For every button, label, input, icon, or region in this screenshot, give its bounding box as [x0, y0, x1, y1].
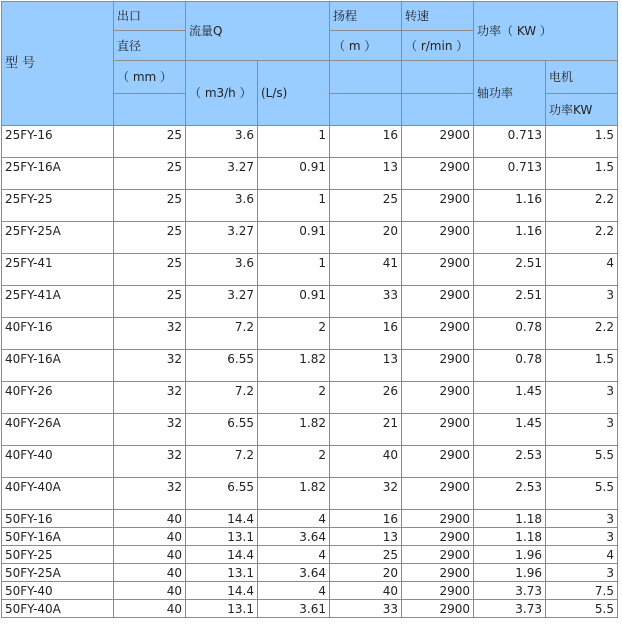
- flow-unit-ls: (L/s): [258, 61, 330, 126]
- motor-power-cell: 2.2: [546, 318, 618, 350]
- speed-cell: 2900: [402, 350, 474, 382]
- model-cell: 50FY-40A: [2, 600, 114, 618]
- head-header-spacer: [330, 94, 402, 126]
- table-body: [2, 126, 618, 618]
- table-row: [2, 510, 618, 528]
- shaft-power-cell: 1.96: [474, 564, 546, 582]
- flow-m3h-cell: 7.2: [186, 318, 258, 350]
- flow-ls-cell: 3.64: [258, 564, 330, 582]
- speed-unit: （ r/min ）: [402, 31, 474, 61]
- model-cell: 50FY-25A: [2, 564, 114, 582]
- diameter-cell: 25: [114, 286, 186, 318]
- head-cell: 25: [330, 546, 402, 564]
- flow-ls-cell: 3.64: [258, 528, 330, 546]
- model-cell: 25FY-25A: [2, 222, 114, 254]
- flow-ls-cell: 0.91: [258, 286, 330, 318]
- diameter-cell: 25: [114, 254, 186, 286]
- speed-header-spacer: [402, 94, 474, 126]
- model-cell: 40FY-16: [2, 318, 114, 350]
- flow-m3h-cell: 13.1: [186, 600, 258, 618]
- table-row: [2, 600, 618, 618]
- pump-spec-table: [1, 1, 618, 618]
- head-cell: 41: [330, 254, 402, 286]
- diameter-cell: 32: [114, 350, 186, 382]
- model-cell: 40FY-16A: [2, 350, 114, 382]
- table-row: [2, 478, 618, 510]
- motor-power-cell: 3: [546, 414, 618, 446]
- flow-unit-m3h: （ m3/h ）: [186, 61, 258, 126]
- diameter-cell: 32: [114, 478, 186, 510]
- shaft-power-cell: 2.51: [474, 286, 546, 318]
- flow-ls-cell: 0.91: [258, 158, 330, 190]
- speed-cell: 2900: [402, 126, 474, 158]
- head-cell: 21: [330, 414, 402, 446]
- diameter-cell: 25: [114, 190, 186, 222]
- motor-power-cell: 3: [546, 286, 618, 318]
- motor-power-cell: 7.5: [546, 582, 618, 600]
- speed-cell: 2900: [402, 318, 474, 350]
- motor-header-line2: 功率KW: [546, 94, 618, 126]
- model-cell: 25FY-16: [2, 126, 114, 158]
- table-row: [2, 350, 618, 382]
- outlet-unit: （ mm ）: [114, 61, 186, 94]
- motor-power-cell: 1.5: [546, 126, 618, 158]
- model-cell: 50FY-16A: [2, 528, 114, 546]
- flow-m3h-cell: 14.4: [186, 510, 258, 528]
- diameter-cell: 40: [114, 546, 186, 564]
- flow-ls-cell: 2: [258, 382, 330, 414]
- shaft-power-cell: 1.96: [474, 546, 546, 564]
- motor-power-cell: 2.2: [546, 222, 618, 254]
- table-row: [2, 564, 618, 582]
- shaft-power-cell: 1.18: [474, 528, 546, 546]
- shaft-power-cell: 2.53: [474, 478, 546, 510]
- speed-cell: 2900: [402, 158, 474, 190]
- head-cell: 33: [330, 600, 402, 618]
- speed-cell: 2900: [402, 478, 474, 510]
- speed-cell: 2900: [402, 546, 474, 564]
- flow-m3h-cell: 14.4: [186, 582, 258, 600]
- table-row: [2, 222, 618, 254]
- flow-ls-cell: 2: [258, 318, 330, 350]
- speed-unit-spacer: [402, 61, 474, 94]
- flow-m3h-cell: 7.2: [186, 446, 258, 478]
- shaft-power-cell: 1.18: [474, 510, 546, 528]
- flow-m3h-cell: 3.6: [186, 254, 258, 286]
- model-cell: 25FY-41: [2, 254, 114, 286]
- motor-power-cell: 4: [546, 546, 618, 564]
- model-cell: 25FY-16A: [2, 158, 114, 190]
- model-cell: 40FY-26: [2, 382, 114, 414]
- table-row: [2, 126, 618, 158]
- flow-m3h-cell: 3.6: [186, 190, 258, 222]
- table-row: [2, 318, 618, 350]
- model-cell: 50FY-25: [2, 546, 114, 564]
- motor-power-cell: 5.5: [546, 446, 618, 478]
- shaft-power-cell: 3.73: [474, 600, 546, 618]
- flow-m3h-cell: 7.2: [186, 382, 258, 414]
- shaft-power-cell: 0.713: [474, 158, 546, 190]
- flow-m3h-cell: 13.1: [186, 564, 258, 582]
- table-row: [2, 254, 618, 286]
- head-unit: （ m ）: [330, 31, 402, 61]
- power-header: 功率（ KW ）: [474, 2, 618, 61]
- head-cell: 40: [330, 582, 402, 600]
- flow-ls-cell: 1.82: [258, 478, 330, 510]
- speed-cell: 2900: [402, 600, 474, 618]
- speed-cell: 2900: [402, 564, 474, 582]
- head-cell: 16: [330, 510, 402, 528]
- speed-cell: 2900: [402, 286, 474, 318]
- diameter-cell: 40: [114, 600, 186, 618]
- head-cell: 16: [330, 126, 402, 158]
- head-cell: 33: [330, 286, 402, 318]
- speed-cell: 2900: [402, 222, 474, 254]
- head-cell: 20: [330, 222, 402, 254]
- diameter-cell: 32: [114, 446, 186, 478]
- table-row: [2, 382, 618, 414]
- flow-ls-cell: 1: [258, 126, 330, 158]
- shaft-power-cell: 1.45: [474, 414, 546, 446]
- flow-ls-cell: 1.82: [258, 350, 330, 382]
- motor-power-cell: 5.5: [546, 600, 618, 618]
- motor-power-cell: 1.5: [546, 350, 618, 382]
- diameter-cell: 40: [114, 528, 186, 546]
- speed-header: 转速: [402, 2, 474, 31]
- model-header: 型 号: [2, 2, 114, 126]
- flow-m3h-cell: 14.4: [186, 546, 258, 564]
- head-cell: 25: [330, 190, 402, 222]
- table-row: [2, 414, 618, 446]
- motor-header-line1: 电机: [546, 61, 618, 94]
- shaft-power-cell: 0.713: [474, 126, 546, 158]
- head-cell: 32: [330, 478, 402, 510]
- shaft-power-cell: 0.78: [474, 318, 546, 350]
- outlet-header-spacer: [114, 94, 186, 126]
- table-row: [2, 286, 618, 318]
- shaft-power-header: 轴功率: [474, 61, 546, 126]
- speed-cell: 2900: [402, 254, 474, 286]
- motor-power-cell: 3: [546, 510, 618, 528]
- diameter-cell: 40: [114, 582, 186, 600]
- table-row: [2, 546, 618, 564]
- flow-ls-cell: 1: [258, 254, 330, 286]
- motor-power-cell: 4: [546, 254, 618, 286]
- diameter-cell: 25: [114, 222, 186, 254]
- flow-m3h-cell: 6.55: [186, 414, 258, 446]
- head-cell: 13: [330, 158, 402, 190]
- diameter-cell: 25: [114, 158, 186, 190]
- table-row: [2, 446, 618, 478]
- model-cell: 40FY-40: [2, 446, 114, 478]
- table-row: [2, 582, 618, 600]
- flow-m3h-cell: 3.27: [186, 286, 258, 318]
- flow-ls-cell: 4: [258, 546, 330, 564]
- head-header: 扬程: [330, 2, 402, 31]
- flow-header: 流量Q: [186, 2, 330, 61]
- motor-power-cell: 2.2: [546, 190, 618, 222]
- flow-m3h-cell: 6.55: [186, 350, 258, 382]
- flow-m3h-cell: 3.6: [186, 126, 258, 158]
- shaft-power-cell: 2.53: [474, 446, 546, 478]
- head-cell: 13: [330, 528, 402, 546]
- shaft-power-cell: 3.73: [474, 582, 546, 600]
- table-row: [2, 158, 618, 190]
- diameter-cell: 40: [114, 510, 186, 528]
- shaft-power-cell: 1.16: [474, 190, 546, 222]
- speed-cell: 2900: [402, 382, 474, 414]
- diameter-cell: 32: [114, 414, 186, 446]
- model-cell: 50FY-16: [2, 510, 114, 528]
- flow-ls-cell: 4: [258, 510, 330, 528]
- diameter-cell: 25: [114, 126, 186, 158]
- shaft-power-cell: 1.16: [474, 222, 546, 254]
- diameter-cell: 32: [114, 318, 186, 350]
- speed-cell: 2900: [402, 528, 474, 546]
- motor-power-cell: 3: [546, 528, 618, 546]
- model-cell: 25FY-41A: [2, 286, 114, 318]
- shaft-power-cell: 1.45: [474, 382, 546, 414]
- outlet-header-line2: 直径: [114, 31, 186, 61]
- diameter-cell: 40: [114, 564, 186, 582]
- shaft-power-cell: 2.51: [474, 254, 546, 286]
- flow-ls-cell: 1.82: [258, 414, 330, 446]
- flow-ls-cell: 4: [258, 582, 330, 600]
- speed-cell: 2900: [402, 582, 474, 600]
- motor-power-cell: 5.5: [546, 478, 618, 510]
- motor-power-cell: 3: [546, 564, 618, 582]
- model-cell: 25FY-25: [2, 190, 114, 222]
- head-cell: 26: [330, 382, 402, 414]
- table-row: [2, 528, 618, 546]
- speed-cell: 2900: [402, 414, 474, 446]
- flow-m3h-cell: 13.1: [186, 528, 258, 546]
- flow-ls-cell: 0.91: [258, 222, 330, 254]
- model-cell: 40FY-26A: [2, 414, 114, 446]
- flow-ls-cell: 3.61: [258, 600, 330, 618]
- head-cell: 16: [330, 318, 402, 350]
- flow-ls-cell: 1: [258, 190, 330, 222]
- speed-cell: 2900: [402, 190, 474, 222]
- motor-power-cell: 1.5: [546, 158, 618, 190]
- head-cell: 13: [330, 350, 402, 382]
- table-row: [2, 190, 618, 222]
- speed-cell: 2900: [402, 446, 474, 478]
- flow-m3h-cell: 3.27: [186, 158, 258, 190]
- flow-m3h-cell: 3.27: [186, 222, 258, 254]
- diameter-cell: 32: [114, 382, 186, 414]
- head-cell: 20: [330, 564, 402, 582]
- model-cell: 50FY-40: [2, 582, 114, 600]
- speed-cell: 2900: [402, 510, 474, 528]
- outlet-header-line1: 出口: [114, 2, 186, 31]
- shaft-power-cell: 0.78: [474, 350, 546, 382]
- flow-m3h-cell: 6.55: [186, 478, 258, 510]
- model-cell: 40FY-40A: [2, 478, 114, 510]
- head-unit-spacer: [330, 61, 402, 94]
- table-header: [2, 2, 618, 126]
- flow-ls-cell: 2: [258, 446, 330, 478]
- head-cell: 40: [330, 446, 402, 478]
- motor-power-cell: 3: [546, 382, 618, 414]
